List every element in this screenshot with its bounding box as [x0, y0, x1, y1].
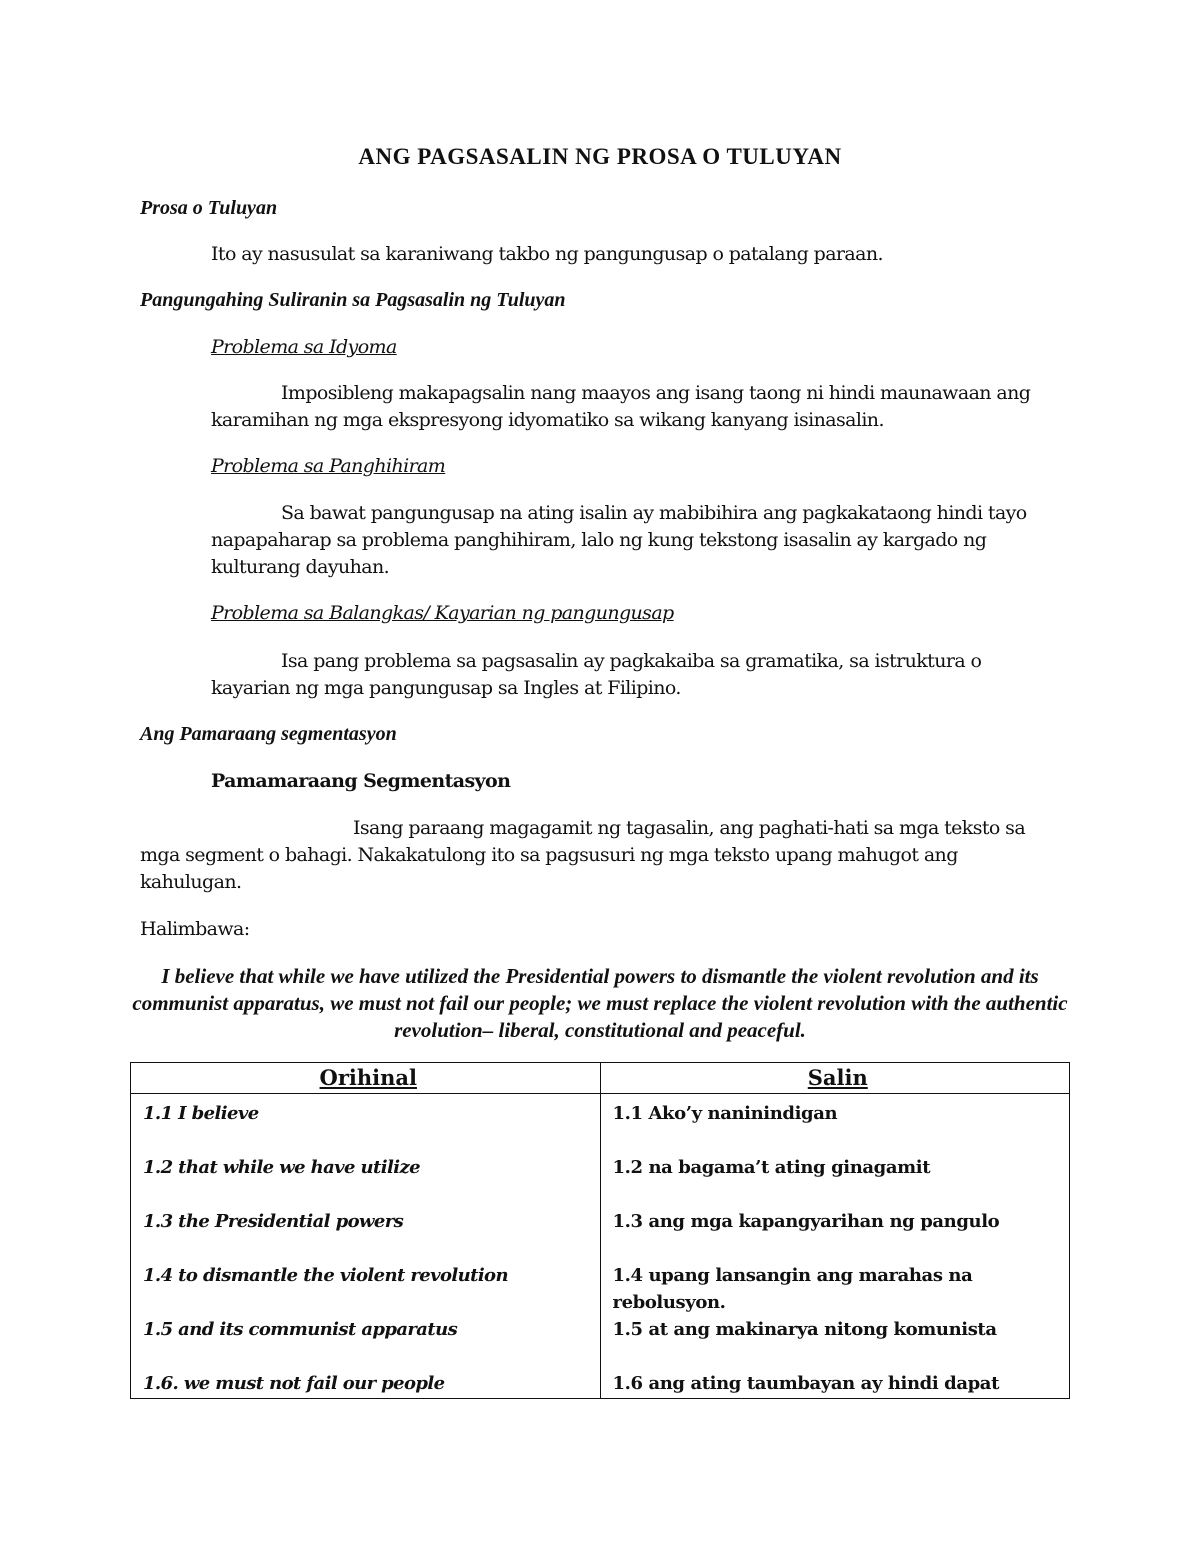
section-heading-suliranin: Pangungahing Suliranin sa Pagsasalin ng Tuluyan — [140, 289, 566, 311]
orihinal-item: 1.1 I believe — [143, 1103, 259, 1124]
section-heading-prosa: Prosa o Tuluyan — [140, 197, 278, 219]
salin-item: 1.3 ang mga kapangyarihan ng pangulo — [612, 1211, 1000, 1232]
problem-text-panghihiram-first-line: Sa bawat pangungusap na ating isalin ay mabibihira ang pagkakataong hindi tayo — [281, 502, 1027, 524]
salin-column — [600, 1094, 1070, 1399]
page-title: ANG PAGSASALIN NG PROSA O TULUYAN — [358, 144, 842, 169]
problem-label-panghihiram: Problema sa Panghihiram — [211, 455, 446, 477]
salin-item: 1.4 upang lansangin ang marahas na rebolusyon. — [612, 1265, 973, 1313]
orihinal-item: 1.5 and its communist apparatus — [143, 1319, 458, 1340]
orihinal-column — [131, 1094, 601, 1399]
orihinal-item: 1.3 the Presidential powers — [143, 1211, 404, 1232]
example-label: Halimbawa: — [140, 918, 250, 940]
column-header-salin: Salin — [600, 1063, 1070, 1094]
problem-text-balangkas-first-line: Isa pang problema sa pagsasalin ay pagkakaiba sa gramatika, sa istruktura o — [281, 650, 982, 672]
problem-label-balangkas: Problema sa Balangkas/ Kayarian ng pangungusap — [211, 602, 674, 624]
prosa-definition: Ito ay nasusulat sa karaniwang takbo ng pangungusap o patalang paraan. — [211, 243, 883, 265]
salin-item: 1.2 na bagama’t ating ginagamit — [612, 1157, 931, 1178]
problem-text-idyoma-rest: karamihan ng mga ekspresyong idyomatiko sa wikang kanyang isinasalin. — [211, 409, 884, 431]
segmentasyon-text-first-line: Isang paraang magagamit ng tagasalin, ang paghati-hati sa mga teksto sa — [353, 817, 1026, 839]
example-quote: I believe that while we have utilized the Presidential powers to dismantle the violent revolution and its communist apparatus, we must not fail our people; we must replace the violent revolution with the authentic revolution– liberal, constitutional and peaceful. — [132, 964, 1068, 1042]
problem-text-idyoma-first-line: Imposibleng makapagsalin nang maayos ang isang taong ni hindi maunawaan ang — [281, 382, 1031, 404]
problem-text-panghihiram-rest: napapaharap sa problema panghihiram, lalo ng kung tekstong isasalin ay kargado ng kulturang dayuhan. — [211, 529, 987, 578]
problem-label-idyoma: Problema sa Idyoma — [211, 336, 397, 358]
orihinal-item: 1.6. we must not fail our people — [143, 1373, 445, 1394]
problem-text-balangkas-rest: kayarian ng mga pangungusap sa Ingles at Filipino. — [211, 677, 681, 699]
orihinal-item: 1.4 to dismantle the violent revolution — [143, 1265, 508, 1286]
segmentation-table — [130, 1062, 1070, 1399]
subheading-segmentasyon: Pamamaraang Segmentasyon — [211, 770, 511, 792]
salin-item: 1.1 Ako’y naninindigan — [612, 1103, 838, 1124]
segmentasyon-text-rest: mga segment o bahagi. Nakakatulong ito sa pagsusuri ng mga teksto upang mahugot ang kahulugan. — [140, 844, 958, 893]
column-header-orihinal: Orihinal — [131, 1063, 601, 1094]
salin-item: 1.6 ang ating taumbayan ay hindi dapat — [612, 1373, 999, 1394]
orihinal-item: 1.2 that while we have utilize — [143, 1157, 420, 1178]
section-heading-segmentasyon: Ang Pamaraang segmentasyon — [140, 723, 397, 745]
salin-item: 1.5 at ang makinarya nitong komunista — [612, 1319, 997, 1340]
